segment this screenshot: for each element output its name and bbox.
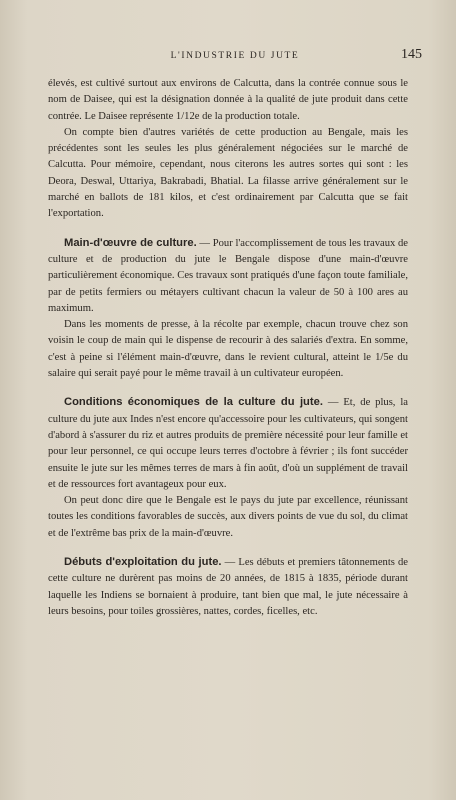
section-heading: Débuts d'exploitation du jute. <box>64 556 222 569</box>
paragraph-text: — Les débuts et premiers tâtonnements de cette culture ne durèrent pas moins de 20 années, de 1815 à 1835, période durant laquelle les Indiens se bornaient à produire, tant bien que mal, le jute nécessaire à leurs besoins, pour toiles grossières, nattes, cordes, ficelles, etc. <box>48 557 408 617</box>
section-heading: Main-d'œuvre de culture. <box>64 236 197 249</box>
paragraph <box>48 394 408 493</box>
running-title: L'INDUSTRIE DU JUTE <box>170 51 300 61</box>
paragraph <box>48 125 408 223</box>
paragraph <box>48 554 408 620</box>
section-heading: Conditions économiques de la culture du jute. <box>64 396 323 409</box>
page-body <box>48 76 408 620</box>
paragraph <box>48 493 408 542</box>
paragraph-text: élevés, est cultivé surtout aux environs de Calcutta, dans la contrée connue sous le nom de Daisee, qui est la désignation donnée à la qualité de jute produit dans cette contrée. Le Daisee représente 1/12e de la production totale. <box>48 78 408 122</box>
paragraph <box>48 317 408 382</box>
paragraph <box>48 76 408 125</box>
page-number: 145 <box>401 47 422 62</box>
paragraph-text: — Pour l'accomplissement de tous les travaux de culture et de production du jute le Bengale dispose d'une main-d'œuvre particulièrement économique. Ces travaux sont pratiqués d'une façon toute familiale, par de petits fermiers ou métayers cultivant chacun la valeur de 50 à 100 ares au maximum. <box>48 237 408 314</box>
page-header <box>48 46 422 66</box>
paragraph-text: On compte bien d'autres variétés de cette production au Bengale, mais les précédentes sont les seules les plus généralement négociées sur le marché de Calcutta. Pour mémoire, cependant, nous citerons les autres sortes qui sont : les Deora, Deswal, Uttariya, Bakrabadi, Bhatial. La filasse arrive généralement sur le marché en ballots de 181 kilos, et c'est ordinairement par Calcutta que se fait l'exportation. <box>48 126 408 220</box>
paragraph-text: Dans les moments de presse, à la récolte par exemple, chacun trouve chez son voisin le coup de main qui le dispense de recourir à des salariés d'extra. En somme, c'est à peine si l'élément main-d'œuvre, dans le revient cultural, atteint le 1/5e du salaire qui serait payé pour le même travail à un cultivateur européen. <box>48 319 408 380</box>
paragraph-text: — Et, de plus, la culture du jute aux Indes n'est encore qu'accessoire pour les cultivateurs, qui songent d'abord à s'assurer du riz et autres produits de première nécessité pour leur famille et pour leur personnel, ce qui occupe leurs terres d'octobre à février ; ils font succéder ensuite le jute sur les mêmes terres de mars à fin août, d'où un supplément de travail et de ressources fort avantageux pour eux. <box>48 397 408 490</box>
paragraph-text: On peut donc dire que le Bengale est le pays du jute par excellence, réunissant toutes les conditions favorables de succès, aux divers points de vue du sol, du climat et de l'extrême bas prix de la main-d'œuvre. <box>48 495 408 539</box>
paragraph <box>48 235 408 317</box>
